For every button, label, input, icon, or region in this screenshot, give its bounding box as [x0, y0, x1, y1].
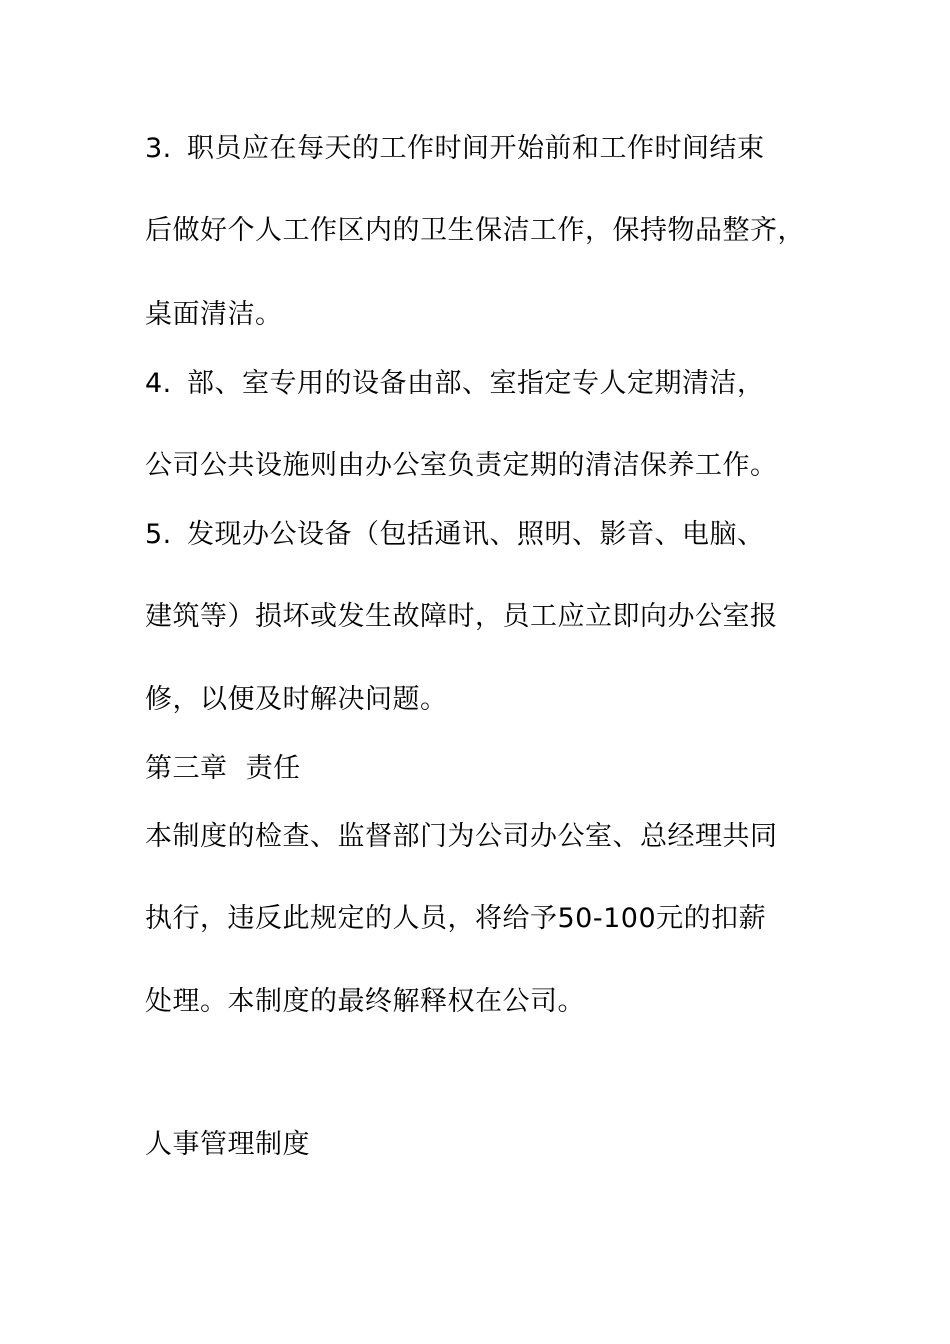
chapter-3-line-2: 执行，违反此规定的人员，将给予50-100元的扣薪 — [145, 903, 767, 934]
item-4-number: 4. — [145, 368, 172, 399]
item-5-number: 5. — [145, 519, 172, 550]
chapter-3-line-1: 本制度的检查、监督部门为公司办公室、总经理共同 — [145, 821, 778, 852]
item-3-line-2: 后做好个人工作区内的卫生保洁工作，保持物品整齐， — [145, 215, 805, 246]
item-3-number: 3. — [145, 133, 172, 164]
item-3-text-1: 职员应在每天的工作时间开始前和工作时间结束 — [187, 133, 765, 164]
chapter-3-heading: 第三章 责任 — [145, 753, 301, 784]
item-4-text-1: 部、室专用的设备由部、室指定专人定期清洁， — [187, 368, 765, 399]
item-3-line-1 — [145, 131, 765, 167]
item-5-text-1: 发现办公设备（包括通讯、照明、影音、电脑、 — [187, 519, 765, 550]
item-4-line-2: 公司公共设施则由办公室负责定期的清洁保养工作。 — [145, 450, 778, 481]
item-4-line-1 — [145, 366, 765, 402]
item-5-line-2: 建筑等）损坏或发生故障时，员工应立即向办公室报 — [145, 601, 778, 632]
item-5-line-1 — [145, 517, 765, 553]
chapter-3-line-3: 处理。本制度的最终解释权在公司。 — [145, 986, 585, 1017]
item-3-line-3: 桌面清洁。 — [145, 299, 283, 330]
item-5-line-3: 修，以便及时解决问题。 — [145, 684, 448, 715]
section-title-hr-policy: 人事管理制度 — [145, 1129, 310, 1160]
